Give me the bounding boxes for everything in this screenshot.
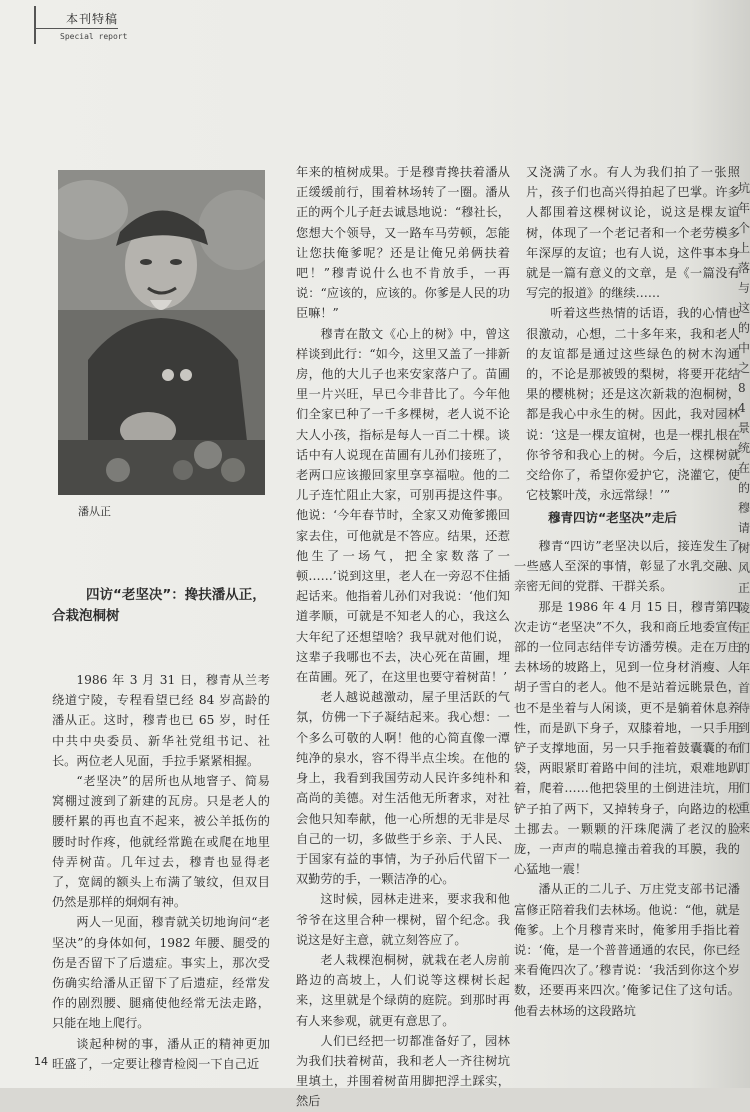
paragraph: 两人一见面，穆青就关切地询问“老坚决”的身体如何，1982 年腰、腿受的伤是否留下了后遗症。事实上，那次受伤确实给潘从正留下了后遗症，经常发作的剧烈腰、腿痛使他经常无法走路，只能在地上爬行。 xyxy=(52,915,270,1031)
paragraph: 谈起种树的事，潘从正的精神更加旺盛了，一定要让穆青检阅一下自己近 xyxy=(52,1036,270,1071)
paragraph: 潘从正的二儿子、万庄党支部书记潘富修正陪着我们去林场。他说：“他，就是俺爹。上个月穆青来时，俺爹用手指比着说：‘俺，是一个普普通通的农民，你已经来看俺四次了。’穆青说：‘我活到你这个岁数，还要再来四次。’俺爹记住了这句话。他看去林场的这段路坑 xyxy=(514,882,740,1018)
column-3-bottom xyxy=(514,536,740,1021)
portrait-photo xyxy=(58,170,265,495)
paragraph: 这时候，园林走进来，要求我和他爷爷在这里合种一棵树，留个纪念。我说这是好主意，就立刻答应了。 xyxy=(296,892,510,947)
paragraph: “老坚决”的居所也从地窨子、简易窝棚过渡到了新建的瓦房。只是老人的腰杆累的再也直不起来，被公羊抵伤的腰时时作疼，他就经常跪在或爬在地里侍弄树苗。几年过去，穆青也显得老了，宽阔的额头上布满了皱纹，但双目仍然是那样的炯炯有神。 xyxy=(52,774,270,910)
section1-heading-line2: 合栽泡桐树 xyxy=(52,608,120,624)
paragraph: 听着这些热情的话语，我的心情也很激动，心想，二十多年来，我和老人的友谊都是通过这些绿色的树木沟通的，不论是那被毁的梨树，将要开花结果的樱桃树；还是这次新栽的泡桐树，都是我心中永生的树。因此，我对园林说：‘这是一棵友谊树，也是一棵扎根在你爷爷和我心上的树。今后，这棵树就交给你了，希望你爱护它，浇灌它，使它枝繁叶茂，永远常绿！’” xyxy=(526,306,740,503)
paragraph: 1986 年 3 月 31 日，穆青从兰考绕道宁陵，专程看望已经 84 岁高龄的潘从正。这时，穆青也已 65 岁，时任中共中央委员、新华社党组书记、社长。两位老人见面，手拉手紧紧相握。 xyxy=(52,673,270,768)
section2-heading: 穆青四访“老坚决”走后 xyxy=(548,510,677,525)
paragraph: 人们已经把一切都准备好了，园林为我们扶着树苗，我和老人一齐往树坑里填土，并围着树苗用脚把浮土踩实，然后 xyxy=(296,1033,510,1109)
section1-heading-line1: 四访“老坚决”：搀扶潘从正， xyxy=(86,587,266,603)
paragraph: 又浇满了水。有人为我们拍了一张照片，孩子们也高兴得拍起了巴掌。许多人都围着这棵树议论，说这是棵友谊树，体现了一个老记者和一个老劳模多年深厚的友谊；也有人说，这件事本身就是一篇有意义的文章，是《一篇没有写完的报道》的继续…… xyxy=(526,165,740,301)
photo-caption: 潘从正 xyxy=(78,505,111,518)
page-number: 14 xyxy=(34,1055,48,1068)
facing-page-edge-text: 坑年个上落与这的中之84景统在的穆请树风正陵正的年首侍到们盯们重来 xyxy=(738,181,750,835)
section-title: 本刊特稿 xyxy=(66,12,119,26)
paragraph: 老人栽棵泡桐树，就栽在老人房前路边的高坡上，人们说等这棵树长起来，这里就是个绿荫的庭院。到那时再有人来参观，就更有意思了。 xyxy=(296,952,510,1028)
column-2 xyxy=(296,162,510,1112)
header-underline xyxy=(34,28,118,29)
column-3-top xyxy=(526,162,740,505)
paragraph: 那是 1986 年 4 月 15 日，穆青第四次走访“老坚决”不久，我和商丘地委宣传部的一位同志结伴专访潘劳模。走在万庄去林场的坡路上，见到一位身材消瘦、人胡子雪白的老人。他不是站着远眺景色，也不是坐着与人闲谈，更不是躺着休息养性，而是趴下身子，双膝着地，一只手用铲子支撑地面，另一只手拖着鼓囊囊的布袋，两眼紧盯着路中间的洼坑，艰难地趴着，爬着……他把袋里的土倒进洼坑，用铲子拍了两下，又掉转身子，向路边的松土挪去。一颗颗的汗珠爬满了老汉的脸庞，一声声的喘息撞击着我的耳膜，我的心猛地一震！ xyxy=(514,599,740,877)
section-subtitle: Special report xyxy=(60,32,128,41)
paragraph: 穆青“四访”老坚决以后，接连发生了一些感人至深的事情，彰显了水乳交融、亲密无间的党群、干群关系。 xyxy=(514,539,740,594)
paragraph: 年来的植树成果。于是穆青搀扶着潘从正缓缓前行，围着林场转了一圈。潘从正的两个儿子赶去诚恳地说：“穆社长，您想大个领导，又一路车马劳顿，怎能让您扶俺爹呢？还是让俺兄弟俩扶着吧！”穆青说什么也不肯放手，一再说：“应该的，应该的。你爹是人民的功臣嘛！” xyxy=(296,165,510,321)
paragraph: 老人越说越激动，屋子里活跃的气氛，仿佛一下子凝结起来。我心想：一个多么可敬的人啊！他的心简直像一潭纯净的泉水，容不得半点尘埃。在他的身上，我看到我国劳动人民许多纯朴和高尚的美德。对生活他无所奢求，对社会他只知奉献，他一心所想的无非是尽自己的一切，多做些于乡亲、于人民、于国家有益的事情，为子孙后代留下一双勤劳的手，一颗洁净的心。 xyxy=(296,690,510,887)
paragraph: 穆青在散文《心上的树》中，曾这样谈到此行：“如今，这里又盖了一排新房，他的大儿子也来安家落户了。苗圃里一片兴旺，早已今非昔比了。今年他们全家已种了一千多棵树，老人说不论大人小孩，指标是每人一百二十棵。谈话中有人说现在苗圃有儿孙们接班了，老两口应该搬回家里享享福啦。他的二儿子连忙阻止大家，可别再提这件事。他说：‘今年春节时，全家又劝俺爹搬回家去住，可他就是不答应。结果，还惹他生了一场气，把全家数落了一顿……’说到这里，老人在一旁忍不住插起话来。他指着儿孙们对我说：‘他们知道孝顺，可就是不知老人的心，我这么大年纪了还想望啥？我早就对他们说，这辈子我哪也不去，决心死在苗圃，埋在苗圃。死了，在这里也要守着树苗！’ xyxy=(296,326,510,685)
header-rule xyxy=(34,6,36,44)
portrait-illustration xyxy=(58,170,265,495)
column-1 xyxy=(52,670,270,1074)
